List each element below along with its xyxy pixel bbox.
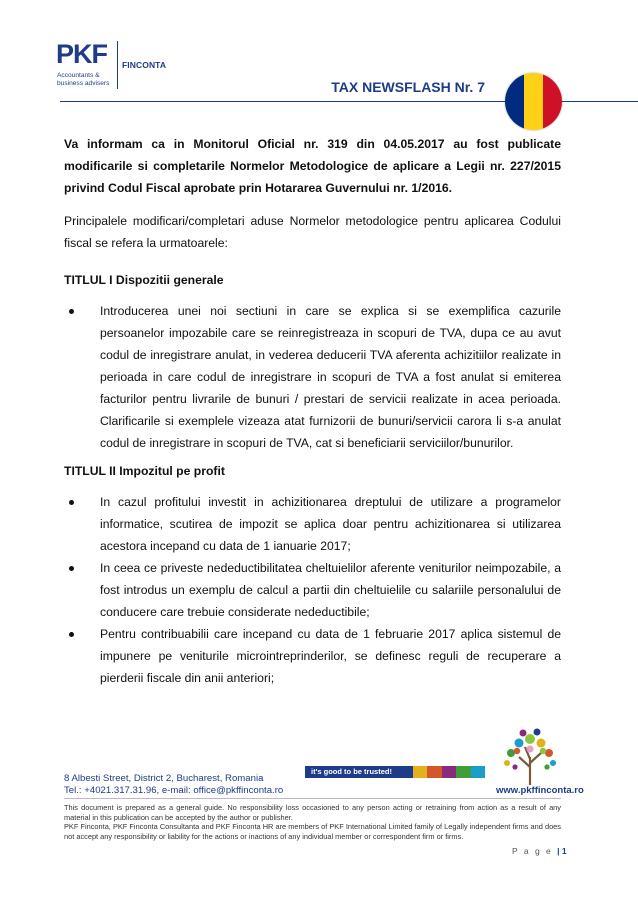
newsletter-title: TAX NEWSFLASH Nr. 7 [331,79,485,95]
logo-subtitle-line2: business advisers [57,79,110,87]
page-number [512,846,567,856]
slogan-color-segment [427,766,441,778]
document-body [64,133,561,689]
slogan-color-segment [413,766,427,778]
slogan-color-segment [471,766,485,778]
list-item [64,557,561,623]
list-item-text: Pentru contribuabilii care incepand cu data de 1 februarie 2017 aplica sistemul de impunere pe veniturile microintreprinderilor, se definesc reguli de recuperare a pierderii fiscale din anii anteriori; [100,627,561,685]
disclaimer-text: This document is prepared as a general guide. No responsibility loss occasioned to any person acting or retraining from action as a result of any material in this publication can be accepted by the author or publisher. [64,803,561,822]
intro-paragraph: Va informam ca in Monitorul Oficial nr. 319 din 04.05.2017 au fost publicate modificarile si completarile Normelor Metodologice de aplicare a Legii nr. 227/2015 privind Codul Fiscal aprobate prin Hotararea Guvernului nr. 1/2016. [64,137,561,195]
list-item-text: In ceea ce priveste nedeductibilitatea cheltuielilor aferente veniturilor neimpozabile, a fost introdus un exemplu de calcul a partii din cheltuielile cu salariile personalului de conducere care trebuie considerate nedeductibile; [100,561,561,619]
logo-company: FINCONTA [122,60,167,70]
slogan-color-segment [442,766,456,778]
tree-logo-icon [495,727,565,785]
slogan-text: it's good to be trusted! [305,766,413,778]
section-title-2: TITLUL II Impozitul pe profit [64,464,225,478]
lead-paragraph: Principalele modificari/completari aduse Normelor metodologice pentru aplicarea Codului fiscal se refera la urmatoarele: [64,214,561,250]
flag-stripe-yellow [524,73,543,130]
address-line: 8 Albesti Street, District 2, Bucharest, Romania [64,773,264,784]
section-title-1: TITLUL I Dispozitii generale [64,273,224,287]
bullet-icon [69,309,74,314]
slogan-bar [305,766,485,778]
contact-line: Tel.: +4021.317.31.96, e-mail: office@pkffinconta.ro [64,785,284,796]
section-1-list [64,300,561,454]
page-value: | 1 [557,846,567,856]
logo-brand: PKF [56,39,107,69]
footer-address [64,773,283,797]
bullet-icon [69,632,74,637]
website-link[interactable]: www.pkffinconta.ro [496,785,584,796]
list-item [64,300,561,454]
page-label: P a g e [512,846,553,856]
flag-stripe-red [543,73,562,130]
romania-flag-icon [505,73,562,130]
flag-stripe-blue [505,73,524,130]
disclaimer [64,803,561,841]
logo-subtitle-line1: Accountants & [57,72,100,79]
disclaimer-text: PKF Finconta, PKF Finconta Consultanta and PKF Finconta HR are members of PKF International Limited family of Legally independent firms and does not accept any responsibility or liability for the actions or inactions of any individual member or correspondent firm or firms. [64,822,561,841]
section-2-list [64,491,561,689]
bullet-icon [69,500,74,505]
list-item [64,491,561,557]
list-item-text: Introducerea unei noi sectiuni in care se explica si se exemplifica cazurile persoanelor impozabile care se reinregistreaza in scopuri de TVA, dupa ce au avut codul de inregistrare anulat, in vederea deducerii TVA aferenta achizitiilor realizate in perioada in care codul de inregistrare in scopuri de TVA a fost anulat si emiterea facturilor pentru livrarile de bunuri / prestari de servicii realizate in acea perioada. Clarificarile si exemplele vizeaza atat furnizorii de bunuri/servicii carora li s-a anulat codul de inregistrare in scopuri de TVA, cat si beneficiarii serviciilor/bunurilor. [100,304,561,450]
logo-divider [117,41,118,89]
list-item [64,623,561,689]
footer-rule [64,798,561,799]
list-item-text: In cazul profitului investit in achizitionarea dreptului de utilizare a programelor informatice, scutirea de impozit se aplica doar pentru achizitionarea si utilizarea acestora incepand cu data de 1 ianuarie 2017; [100,495,561,553]
slogan-color-segment [456,766,470,778]
bullet-icon [69,566,74,571]
